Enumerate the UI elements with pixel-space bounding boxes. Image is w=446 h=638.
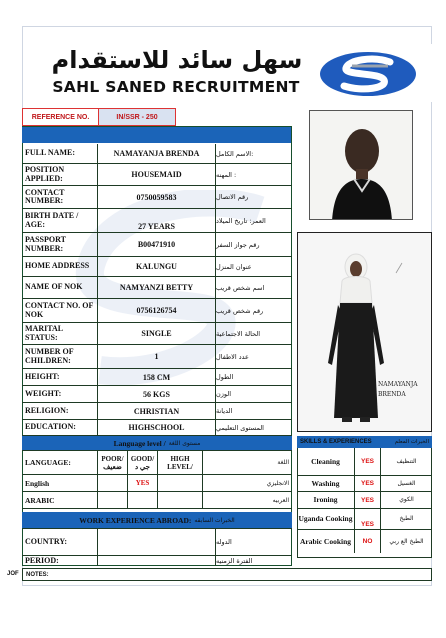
field-arabic-label: المستوى التعليمي <box>216 423 264 432</box>
reference-value: IN/SSR - 250 <box>99 109 175 125</box>
portrait-photo <box>309 110 413 220</box>
row-education <box>22 420 292 436</box>
field-value: 1 <box>98 345 216 368</box>
row-nok-name <box>22 277 292 299</box>
field-value: 56 KGS <box>98 386 216 402</box>
reference-box <box>22 108 176 126</box>
language-high-value <box>158 475 203 491</box>
field-label: PERIOD: <box>22 556 98 566</box>
language-section-title: Language level / <box>113 438 166 448</box>
field-value: 27 YEARS <box>98 209 216 232</box>
language-row-arabic <box>22 492 292 509</box>
work-section-header <box>22 512 292 529</box>
company-english-title: SAHL SANED RECRUITMENT <box>52 78 300 96</box>
skill-value: YES <box>355 448 381 475</box>
field-label: CONTACT NUMBER: <box>22 186 98 208</box>
company-arabic-title: سهل سائد للاستقدام <box>51 46 303 74</box>
field-label: FULL NAME: <box>22 144 98 163</box>
field-label: NUMBER OF CHILDREN: <box>22 345 98 368</box>
language-poor-value <box>98 492 128 508</box>
field-arabic-label: رقم الاتصال <box>216 193 249 201</box>
row-passport <box>22 233 292 257</box>
field-arabic-label: الطول <box>216 373 234 381</box>
field-label: HOME ADDRESS <box>22 257 98 276</box>
reference-label: REFERENCE NO. <box>23 109 99 125</box>
portrait-figure-icon <box>310 111 413 220</box>
language-section-header <box>22 436 292 451</box>
field-label: MARITAL STATUS: <box>22 323 98 344</box>
field-arabic-label: العمر: تاريخ الميلاد <box>216 216 266 225</box>
row-religion <box>22 403 292 420</box>
field-value: NAMAYANJA BRENDA <box>98 144 216 163</box>
field-label: COUNTRY: <box>22 529 98 555</box>
field-value: SINGLE <box>98 323 216 344</box>
skill-arabic: التنظيف <box>396 457 417 465</box>
skill-arabic: الطبخ الع ربي <box>389 537 424 545</box>
skill-name: Arabic Cooking <box>297 530 355 553</box>
field-label: CONTACT NO. OF NOK <box>22 299 98 322</box>
skill-value: NO <box>355 530 381 553</box>
skill-row-arabic-cooking <box>297 530 432 553</box>
work-section-title: WORK EXPERIENCE ABROAD: <box>79 515 192 525</box>
field-label: NAME OF NOK <box>22 277 98 298</box>
row-country <box>22 529 292 556</box>
field-arabic-label: الوزن <box>216 390 232 398</box>
field-value: B00471910 <box>98 233 216 256</box>
row-marital <box>22 323 292 345</box>
row-height <box>22 369 292 386</box>
language-name: English <box>22 475 98 491</box>
skills-header <box>297 436 432 448</box>
field-arabic-label: اسم شخص قريب <box>216 283 265 292</box>
field-arabic-label: الحالة الاجتماعية <box>216 329 261 338</box>
field-label: BIRTH DATE / AGE: <box>22 209 98 232</box>
skill-name: Cleaning <box>297 448 355 475</box>
field-value: 158 CM <box>98 369 216 385</box>
notes-field <box>22 568 432 581</box>
row-contact <box>22 186 292 209</box>
row-position <box>22 164 292 186</box>
full-body-figure-icon <box>298 233 432 432</box>
language-good-value <box>128 492 158 508</box>
row-weight <box>22 386 292 403</box>
skill-name: Ironing <box>297 492 355 508</box>
language-col-good: GOOD/جي د <box>128 451 158 474</box>
language-high-value <box>158 492 203 508</box>
full-body-photo <box>297 232 432 432</box>
field-arabic-label: : المهنه <box>216 170 237 179</box>
field-arabic-label: عنوان المنزل <box>216 262 252 271</box>
language-col-label: LANGUAGE: <box>22 451 98 474</box>
photo-caption: NAMAYANJA BRENDA <box>378 381 418 398</box>
skill-arabic: الطبخ <box>399 515 414 522</box>
skill-row-uganda-cooking <box>297 509 432 530</box>
skill-name: Washing <box>297 476 355 491</box>
details-table-header-bar <box>22 127 291 143</box>
language-arabic-name: الانجليزي <box>266 479 289 487</box>
row-home-address <box>22 257 292 277</box>
field-value <box>98 556 216 566</box>
company-logo-icon <box>318 50 418 98</box>
field-arabic-label: رقم جواز السفر <box>216 240 260 249</box>
skill-name: Uganda Cooking <box>297 509 355 529</box>
notes-label: NOTES: <box>26 571 49 578</box>
field-value: 0756126754 <box>98 299 216 322</box>
field-value: HOUSEMAID <box>98 164 216 185</box>
field-value: CHRISTIAN <box>98 403 216 419</box>
field-label: HEIGHT: <box>22 369 98 385</box>
skill-value: YES <box>355 492 381 508</box>
field-value: 0750059583 <box>98 186 216 208</box>
skill-row-washing <box>297 476 432 492</box>
language-col-poor: POOR/ ضعيف <box>98 451 128 474</box>
language-arabic-name: العربيه <box>272 496 289 504</box>
row-children <box>22 345 292 369</box>
row-birth <box>22 209 292 233</box>
work-section-arabic: الخبرات السابقه <box>194 516 235 524</box>
skill-value: YES <box>355 476 381 491</box>
row-full-name <box>22 144 292 164</box>
skills-title: SKILLS & EXPERIENCES <box>300 439 372 445</box>
language-section-arabic: مستوى اللغة <box>168 439 201 447</box>
skill-row-cleaning <box>297 448 432 476</box>
language-col-arabic: اللغة <box>277 459 289 466</box>
row-period <box>22 556 292 566</box>
field-arabic-label: الفترة الزمنيه <box>216 557 253 565</box>
row-nok-contact <box>22 299 292 323</box>
language-col-high: HIGH LEVEL/ <box>158 451 203 474</box>
field-label: WEIGHT: <box>22 386 98 402</box>
skill-row-ironing <box>297 492 432 509</box>
skills-title-arabic: الخبرات المعلم <box>394 439 429 445</box>
field-arabic-label: الديانة <box>216 407 233 415</box>
field-label: POSITION APPLIED: <box>22 164 98 185</box>
field-label: EDUCATION: <box>22 420 98 435</box>
field-value <box>98 529 216 555</box>
field-label: PASSPORT NUMBER: <box>22 233 98 256</box>
language-good-value: YES <box>128 475 158 491</box>
field-arabic-label: عدد الاطفال <box>216 352 249 361</box>
language-row-english <box>22 475 292 492</box>
language-name: ARABIC <box>22 492 98 508</box>
skill-arabic: الكوي <box>399 496 414 503</box>
skill-arabic: الغسيل <box>397 479 416 487</box>
side-mark: JOF <box>7 571 19 577</box>
field-value: NAMYANZI BETTY <box>98 277 216 298</box>
field-value: HIGHSCHOOL <box>98 420 216 435</box>
field-arabic-label: :الاسم الكامل <box>216 149 254 158</box>
field-arabic-label: رقم شخص قريب <box>216 306 264 315</box>
field-label: RELIGION: <box>22 403 98 419</box>
field-arabic-label: الدوله <box>216 538 232 546</box>
skill-value: YES <box>355 509 381 529</box>
language-header-row <box>22 451 292 475</box>
language-poor-value <box>98 475 128 491</box>
field-value: KALUNGU <box>98 257 216 276</box>
